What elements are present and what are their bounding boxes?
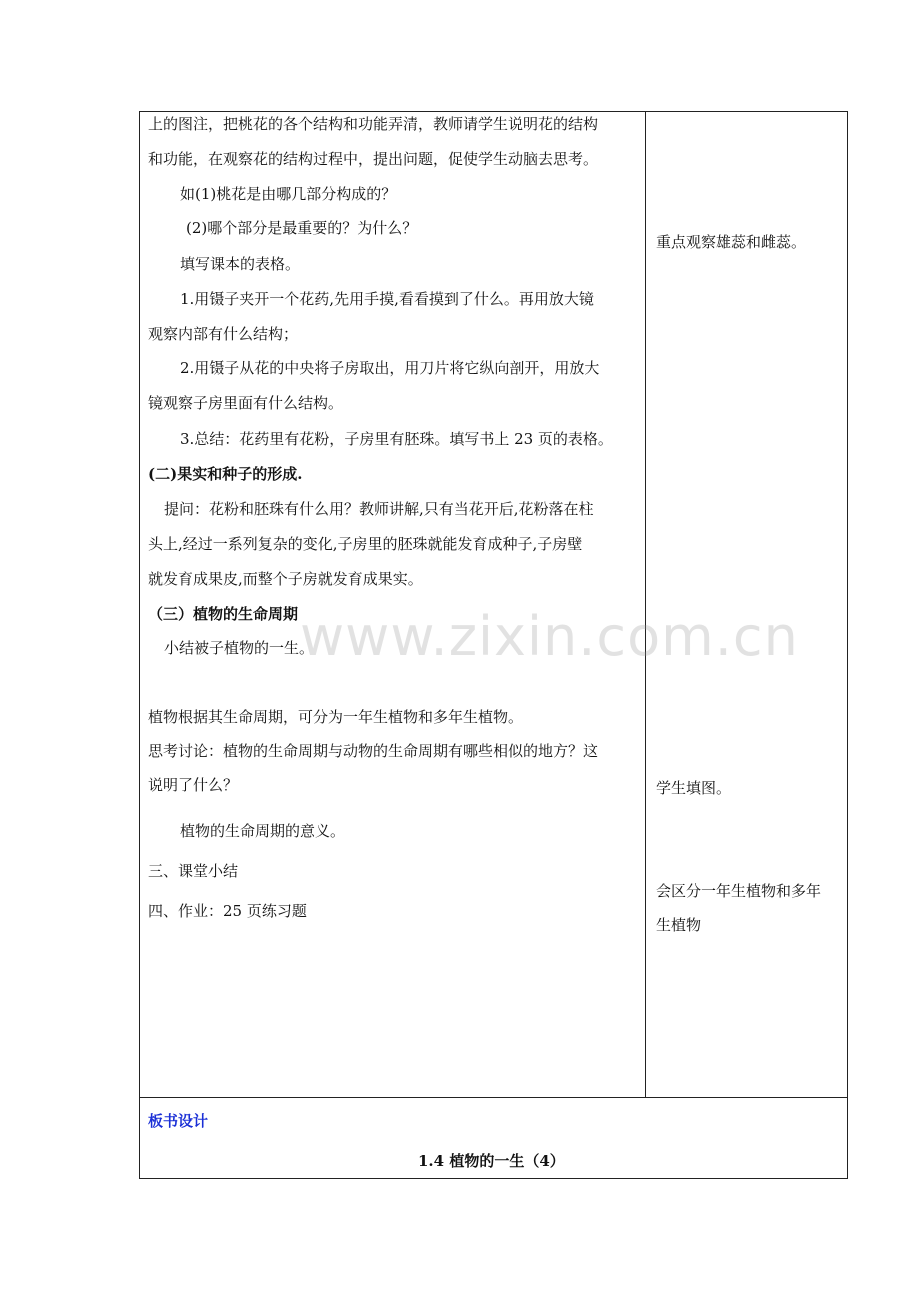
- left-line-2: 和功能，在观察花的结构过程中，提出问题，促使学生动脑去思考。: [148, 150, 599, 168]
- section-heading-fruit-seed: (二)果实和种子的形成.: [148, 465, 303, 483]
- note-distinguish-1: 会区分一年生植物和多年: [656, 882, 822, 900]
- watermark: www.zixin.com.cn: [300, 605, 799, 668]
- note-observe-stamens: 重点观察雄蕊和雌蕊。: [656, 233, 807, 251]
- left-line-13: 头上,经过一系列复杂的变化,子房里的胚珠就能发育成种子,子房壁: [148, 535, 583, 553]
- left-line-5: 填写课本的表格。: [180, 255, 301, 273]
- board-design-label: 板书设计: [148, 1112, 209, 1130]
- left-line-1: 上的图注，把桃花的各个结构和功能弄清，教师请学生说明花的结构: [148, 115, 599, 133]
- left-line-16: 小结被子植物的一生。: [164, 639, 315, 657]
- column-divider: [645, 111, 646, 1097]
- left-line-3: 如(1)桃花是由哪几部分构成的？: [180, 185, 397, 203]
- left-line-12: 提问：花粉和胚珠有什么用？教师讲解,只有当花开后,花粉落在柱: [164, 500, 594, 518]
- left-line-4: (2)哪个部分是最重要的？为什么？: [186, 219, 418, 237]
- section-heading-life-cycle: （三）植物的生命周期: [148, 605, 299, 623]
- left-line-8: 2.用镊子从花的中央将子房取出，用刀片将它纵向剖开，用放大: [180, 359, 600, 377]
- note-fill-diagram: 学生填图。: [656, 779, 732, 797]
- left-line-9: 镜观察子房里面有什么结构。: [148, 394, 344, 412]
- left-line-19: 说明了什么？: [148, 776, 239, 794]
- left-line-7: 观察内部有什么结构；: [148, 325, 299, 343]
- left-line-6: 1.用镊子夹开一个花药,先用手摸,看看摸到了什么。再用放大镜: [180, 290, 594, 308]
- left-line-17: 植物根据其生命周期，可分为一年生植物和多年生植物。: [148, 708, 524, 726]
- left-line-14: 就发育成果皮,而整个子房就发育成果实。: [148, 570, 423, 588]
- note-distinguish-2: 生植物: [656, 916, 702, 934]
- row-divider: [139, 1097, 848, 1098]
- left-line-20: 植物的生命周期的意义。: [180, 822, 346, 840]
- left-line-10: 3.总结：花药里有花粉，子房里有胚珠。填写书上 23 页的表格。: [180, 430, 613, 448]
- left-line-18: 思考讨论：植物的生命周期与动物的生命周期有哪些相似的地方？这: [148, 742, 599, 760]
- section-heading-summary: 三、课堂小结: [148, 862, 239, 880]
- homework-line: 四、作业：25 页练习题: [148, 902, 307, 920]
- board-title: 1.4 植物的一生（4）: [418, 1152, 565, 1170]
